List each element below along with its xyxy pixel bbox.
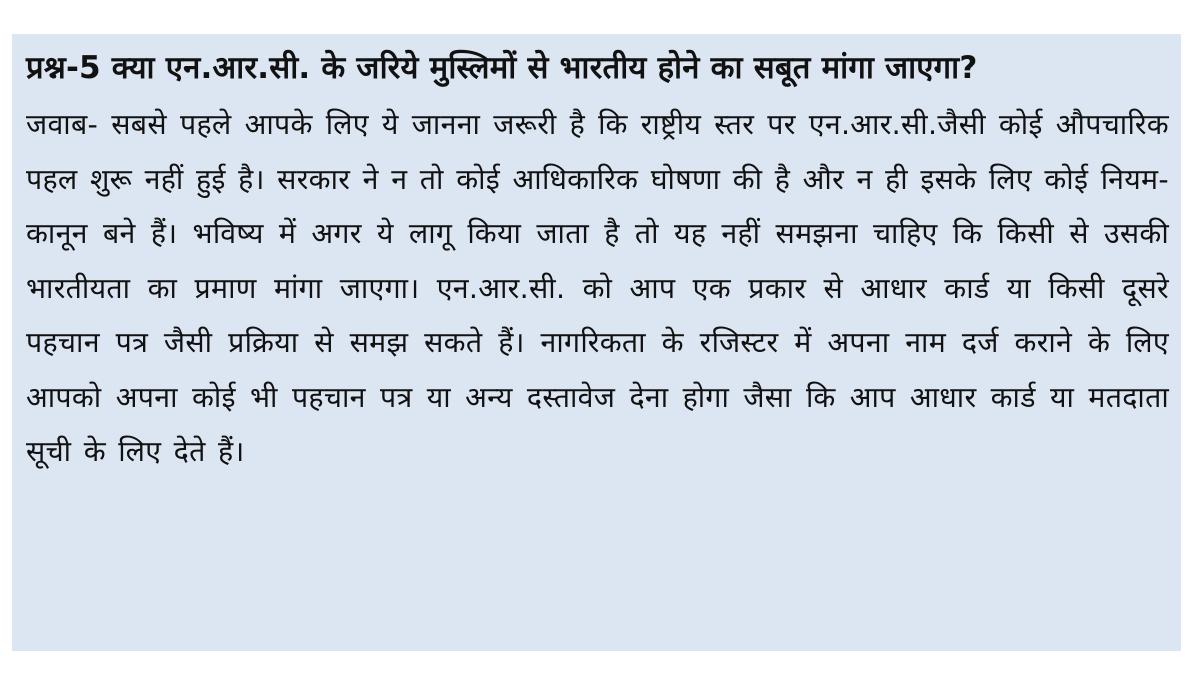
answer-text: जवाब- सबसे पहले आपके लिए ये जानना जरूरी है कि राष्ट्रीय स्तर पर एन.आर.सी.जैसी कोई औपचारिक पहल शुरू नहीं हुई है। सरकार ने न तो कोई आधिकारिक घोषणा की है और न ही इसके लिए कोई नियम-कानून बने हैं। भविष्य में अगर ये लागू किया जाता है तो यह नहीं समझना चाहिए कि किसी से उसकी भारतीयता का प्रमाण मांगा जाएगा। एन.आर.सी. को आप एक प्रकार से आधार कार्ड या किसी दूसरे पहचान पत्र जैसी प्रक्रिया से समझ सकते हैं। नागरिकता के रजिस्टर में अपना नाम दर्ज कराने के लिए आपको अपना कोई भी पहचान पत्र या अन्य दस्तावेज देना होगा जैसा कि आप आधार कार्ड या मतदाता सूची के लिए देते हैं। (26, 108, 1169, 468)
faq-panel (12, 34, 1181, 651)
question-heading: प्रश्न-5 क्या एन.आर.सी. के जरिये मुस्लिमों से भारतीय होने का सबूत मांगा जाएगा? (26, 50, 978, 86)
